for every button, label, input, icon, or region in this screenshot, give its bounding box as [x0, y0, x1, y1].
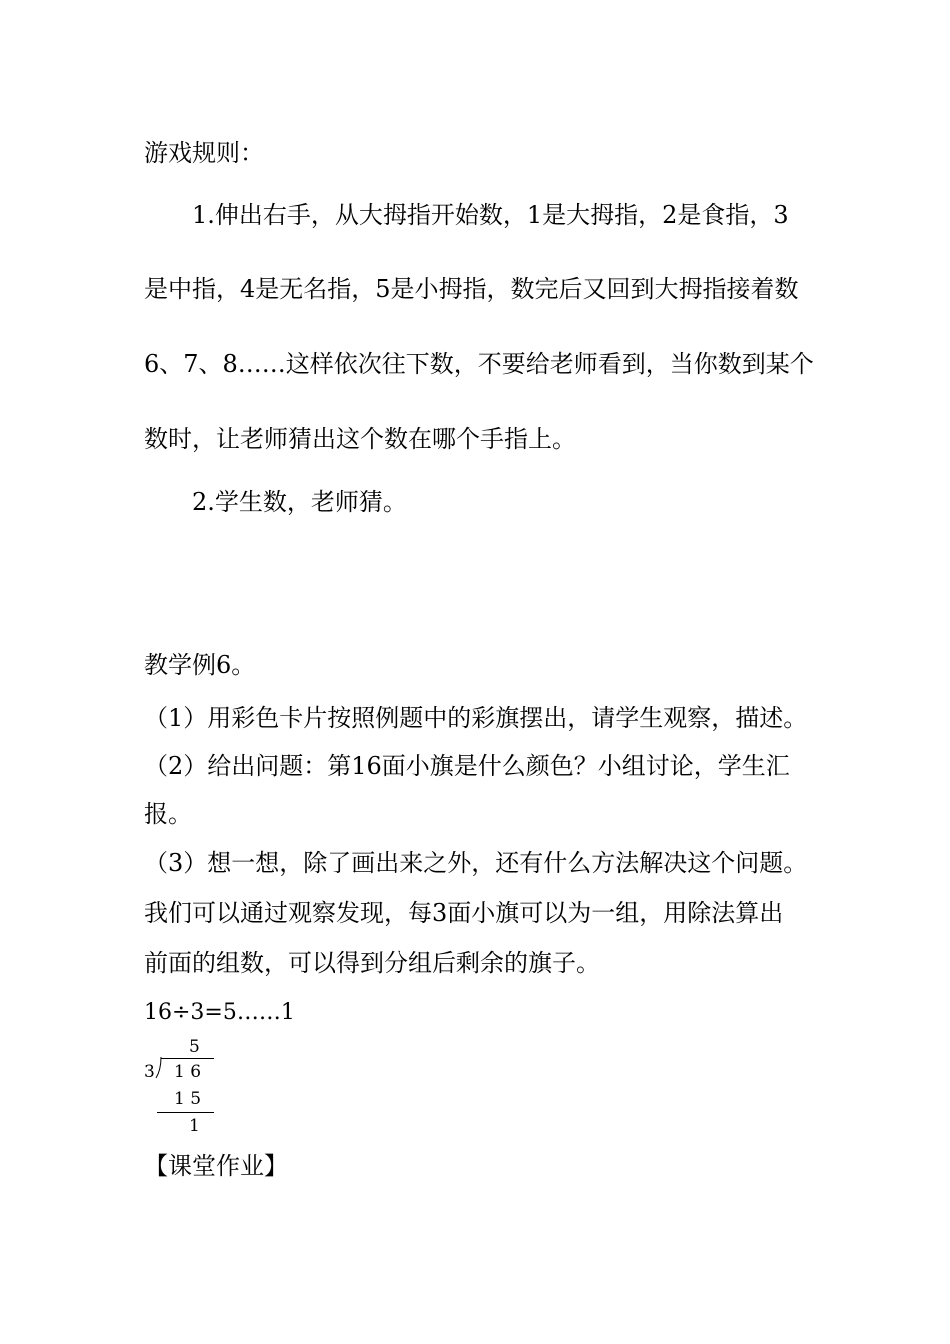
rule1-line1: 1.伸出右手，从大拇指开始数，1是大拇指，2是食指，3	[192, 201, 789, 229]
division-quotient: 5	[189, 1037, 200, 1057]
rule1-line4: 数时，让老师猜出这个数在哪个手指上。	[144, 425, 576, 453]
example-step1: （1）用彩色卡片按照例题中的彩旗摆出，请学生观察，描述。	[144, 704, 808, 732]
rule1-line3: 6、7、8……这样依次往下数，不要给老师看到，当你数到某个	[144, 350, 814, 378]
division-remainder: 1	[189, 1116, 200, 1136]
division-product: 1 5	[174, 1089, 202, 1109]
example-heading: 教学例6。	[144, 651, 256, 679]
explanation-line1: 我们可以通过观察发现，每3面小旗可以为一组，用除法算出	[144, 899, 784, 927]
example-step3: （3）想一想，除了画出来之外，还有什么方法解决这个问题。	[144, 849, 808, 877]
rule1-line2: 是中指，4是无名指，5是小拇指，数完后又回到大拇指接着数	[144, 275, 799, 303]
division-equation: 16÷3=5……1	[144, 1000, 295, 1025]
example-step2-line2: 报。	[144, 800, 192, 828]
division-divisor: 3	[144, 1062, 155, 1082]
rule2: 2.学生数，老师猜。	[192, 488, 407, 516]
division-bar	[161, 1058, 214, 1059]
subtraction-line	[157, 1112, 214, 1113]
game-rules-heading: 游戏规则：	[144, 139, 264, 167]
homework-heading: 【课堂作业】	[144, 1152, 288, 1180]
division-dividend: 1 6	[174, 1062, 202, 1082]
explanation-line2: 前面的组数，可以得到分组后剩余的旗子。	[144, 949, 600, 977]
example-step2-line1: （2）给出问题：第16面小旗是什么颜色？小组讨论，学生汇	[144, 752, 790, 780]
division-bracket	[155, 1057, 163, 1079]
